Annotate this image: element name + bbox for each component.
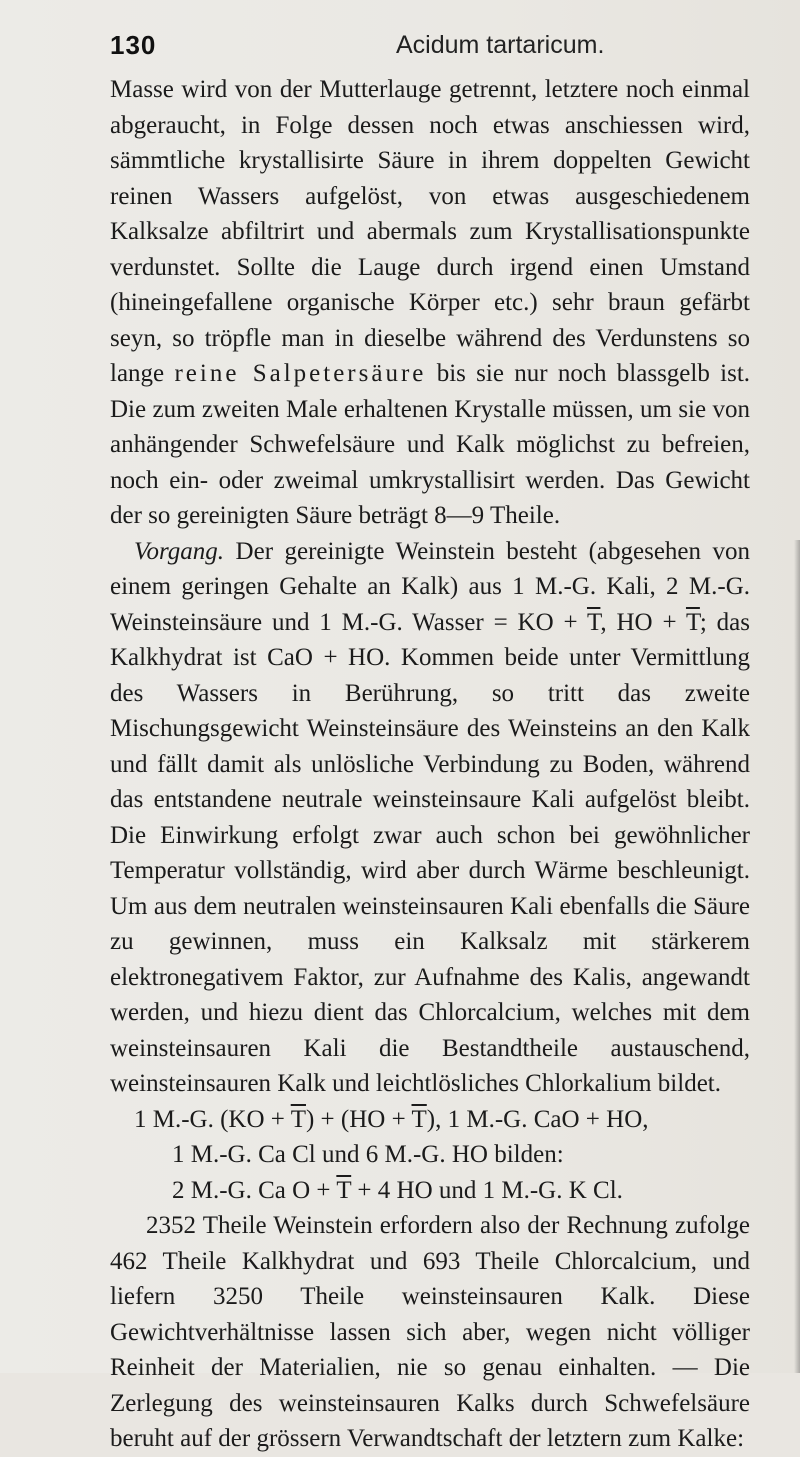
- equation-text: ) + (HO +: [305, 1105, 412, 1133]
- formula-symbol: $\overline{T}$: [586, 608, 601, 636]
- equation-text: ), 1 M.-G. CaO + HO,: [426, 1105, 649, 1133]
- equation-text: + 4 HO und 1 M.-G. K Cl.: [351, 1176, 623, 1204]
- emphasized-term: reine Salpetersäure: [174, 360, 427, 387]
- equation-line: [110, 1102, 750, 1138]
- paragraph-text: 2352 Theile Weinstein erfordern also der Rechnung zufolge 462 Theile Kalkhydrat und 693 Theile Chlorcalcium, und liefern 3250 Theile weinsteinsauren Kalk. Diese Gewichtverhältnisse lassen sich aber, wegen nicht völliger Reinheit der Materialien, nie so genau einhalten. — Die Zerlegung des weinsteinsauren Kalks durch Schwefelsäure beruht auf der grössern Verwandtschaft der letztern zum Kalke:: [110, 1212, 750, 1452]
- formula-symbol: $\overline{T}$: [336, 1176, 352, 1204]
- paragraph-quantities: [110, 1208, 750, 1457]
- paragraph-text: Masse wird von der Mutterlauge getrennt, letztere noch einmal abgeraucht, in Folge dessen noch etwas anschiessen wird, sämmtliche krystallisirte Säure in ihrem doppelten Gewicht reinen Wassers aufgelöst, von etwas ausgeschiedenem Kalksalze abfiltrirt und abermals zum Krystallisationspunkte verdunstet. Sollte die Lauge durch irgend einen Umstand (hineingefallene organische Körper etc.) sehr braun gefärbt seyn, so tröpfle man in dieselbe während des Verdunstens so lange: [110, 76, 750, 387]
- formula-symbol: $\overline{T}$: [685, 608, 700, 636]
- paragraph-text: bis sie nur noch blassgelb ist. Die zum zweiten Male erhaltenen Krystalle müssen, um sie von anhängender Schwefelsäure und Kalk möglichst zu befreien, noch ein- oder zweimal umkrystallisirt werden. Das Gewicht der so gereinigten Säure beträgt 8—9 Theile.: [110, 360, 751, 529]
- body-text: [110, 72, 750, 1457]
- paragraph-text: ; das Kalkhydrat ist CaO + HO. Kommen beide unter Vermittlung des Wassers in Berührung, so tritt das zweite Mischungsgewicht Weinsteinsäure des Weinsteins an den Kalk und fällt damit als unlösliche Verbindung zu Boden, während das entstandene neutrale weinsteinsaure Kali aufgelöst bleibt. Die Einwirkung erfolgt zwar auch schon bei gewöhnlicher Temperatur vollständig, wird aber durch Wärme beschleunigt. Um aus dem neutralen weinsteinsauren Kali ebenfalls die Säure zu gewinnen, muss ein Kalksalz mit stärkerem elektronegativem Faktor, zur Aufnahme des Kalis, angewandt werden, und hiezu dient das Chlorcalcium, welches mit dem weinsteinsauren Kali die Bestandtheile austauschend, weinsteinsauren Kalk und leichtlösliches Chlorkalium bildet.: [110, 608, 750, 1097]
- section-lead: Vorgang.: [134, 537, 225, 565]
- formula-symbol: $\overline{T}$: [290, 1105, 306, 1133]
- equation-text: 1 M.-G. (KO +: [134, 1105, 291, 1133]
- formula-symbol: $\overline{T}$: [411, 1105, 427, 1133]
- scan-edge-shadow: [794, 540, 800, 1373]
- paragraph-text: , HO +: [600, 608, 686, 636]
- page-header: [110, 30, 750, 64]
- paragraph-purification: [110, 72, 750, 534]
- equation-text: 1 M.-G. Ca Cl und 6 M.-G. HO bilden:: [172, 1141, 564, 1168]
- paragraph-process: [110, 534, 750, 1102]
- equation-text: 2 M.-G. Ca O +: [172, 1176, 337, 1204]
- equation-line: [110, 1137, 750, 1173]
- paragraph-text: Der gereinigte Weinstein besteht (abgesehen von einem geringen Gehalte an Kalk) aus 1 M.-G. Kali, 2 M.-G. Weinsteinsäure und 1 M.-G. Wasser = KO +: [110, 537, 750, 636]
- equation-line: [110, 1173, 750, 1209]
- page-number: 130: [110, 30, 157, 60]
- running-title: Acidum tartaricum.: [396, 31, 605, 59]
